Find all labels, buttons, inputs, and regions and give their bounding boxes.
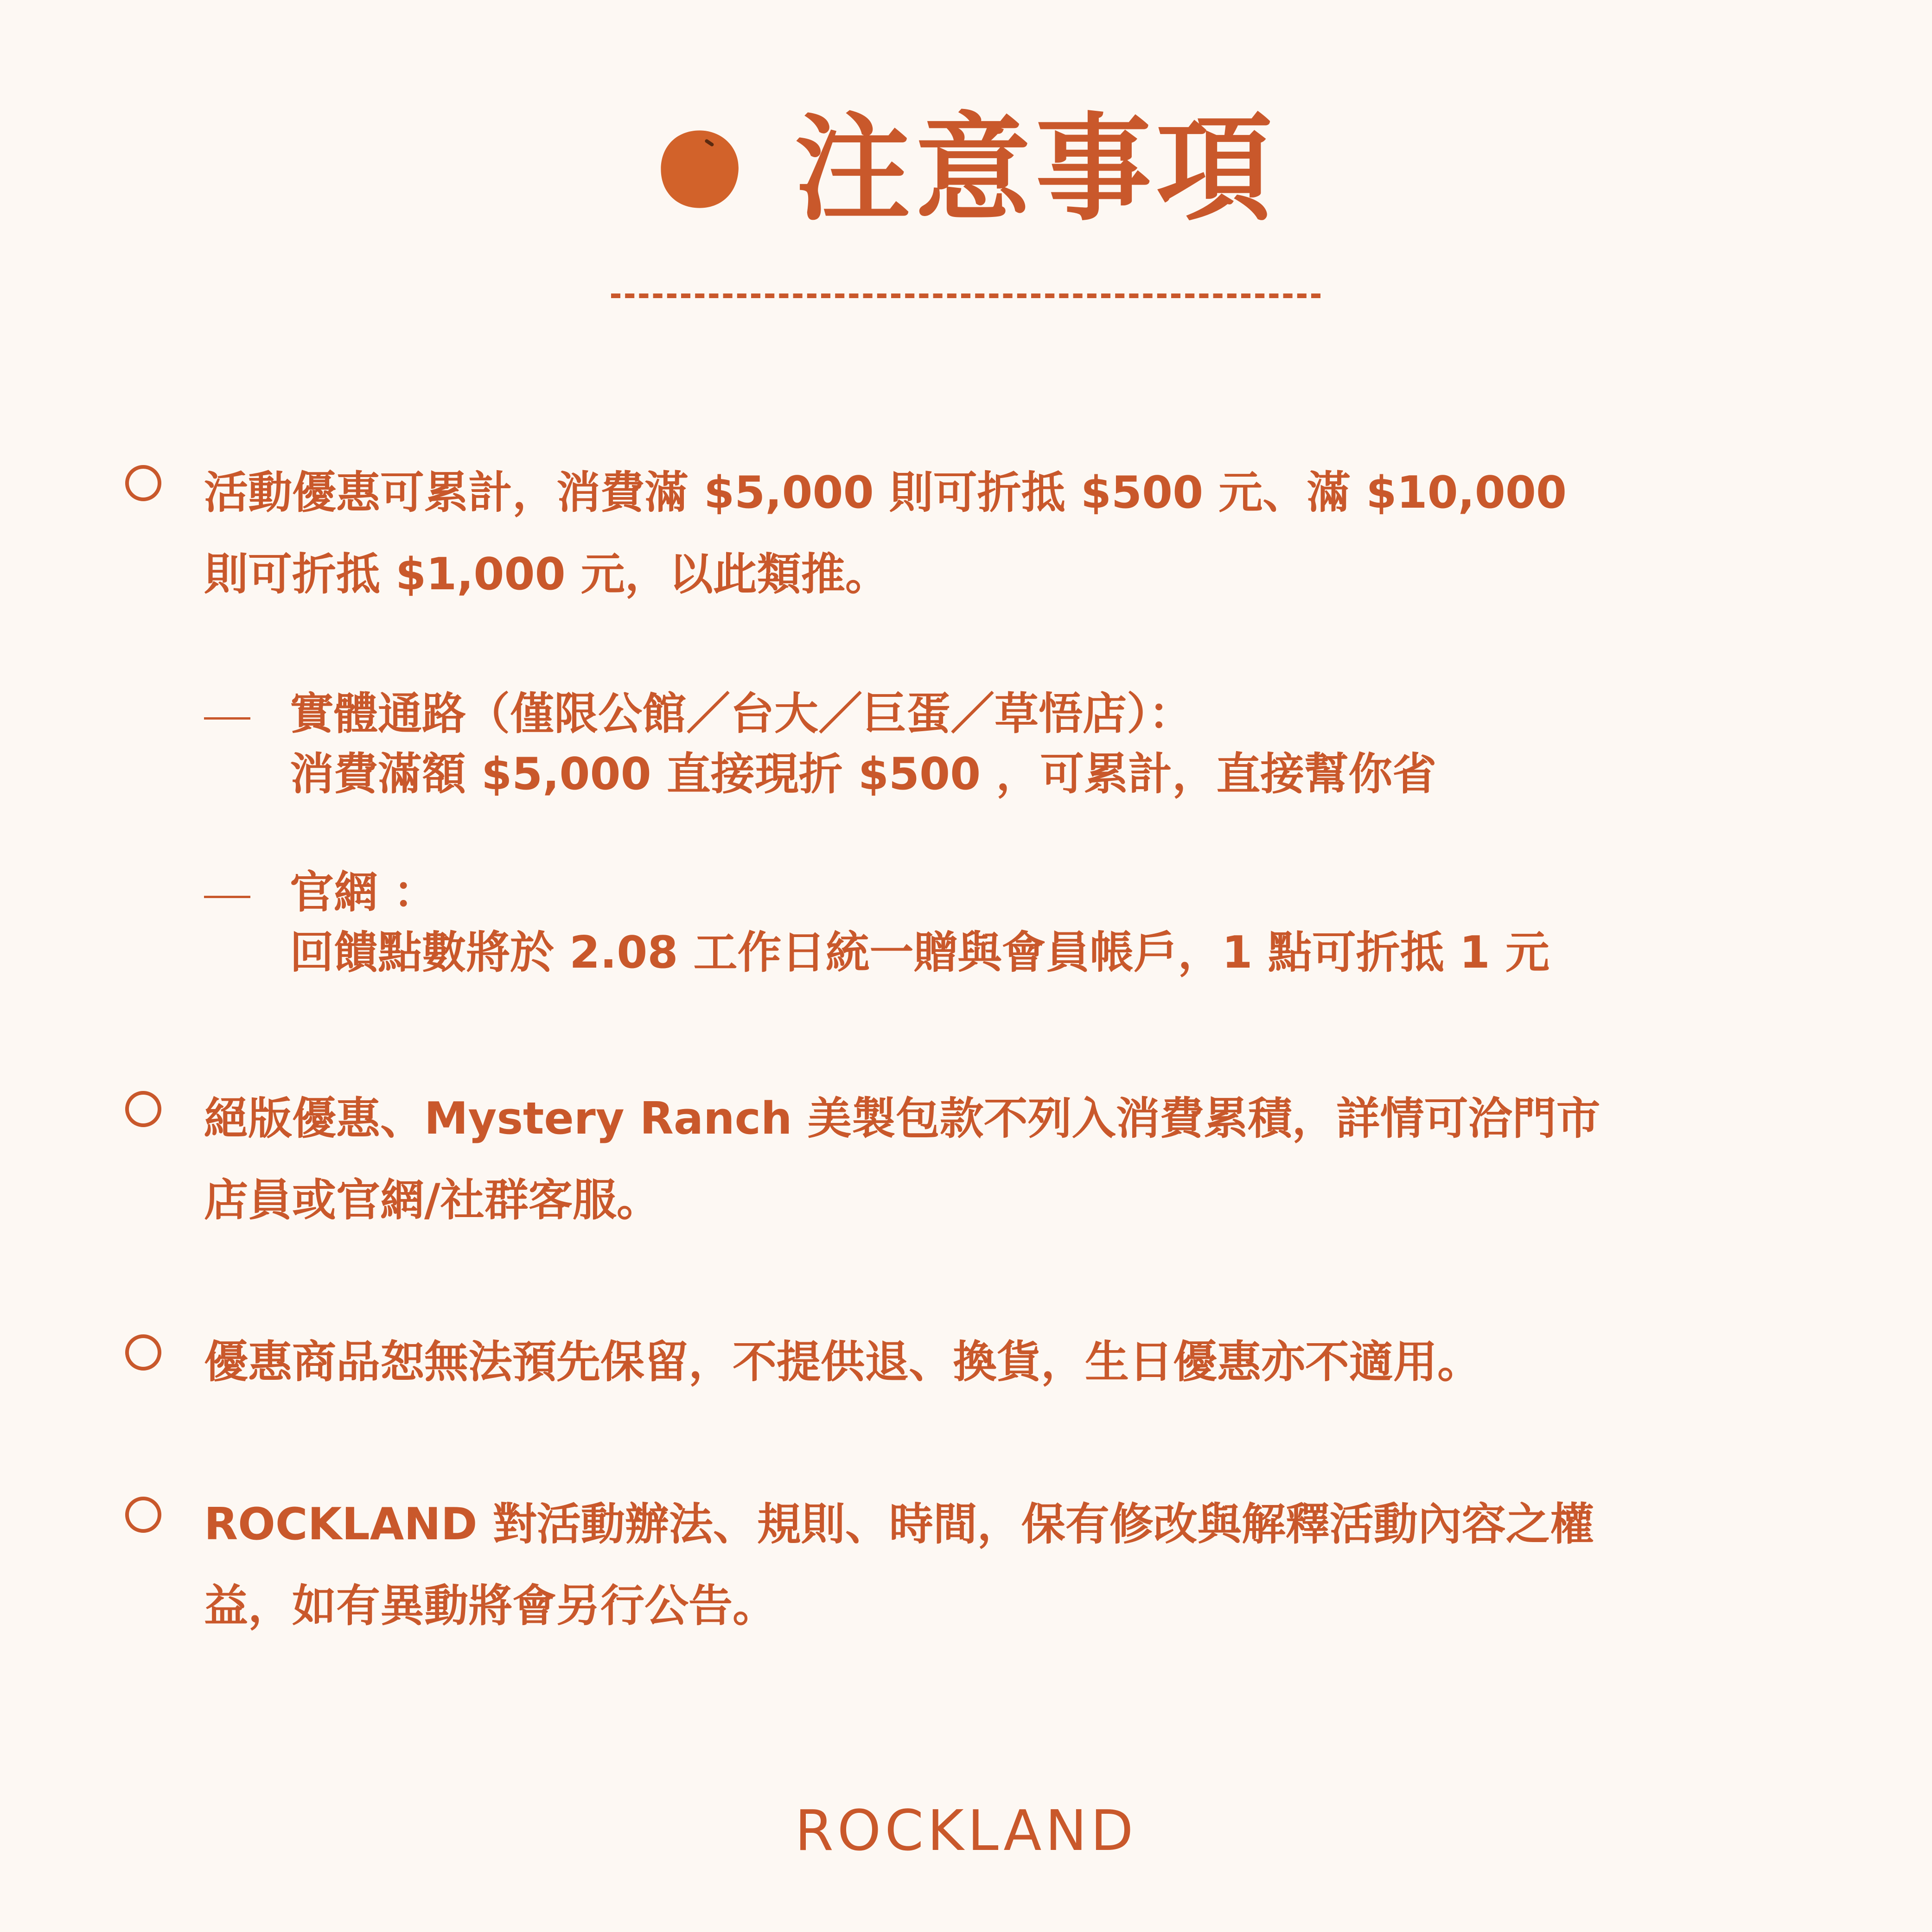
dashed-divider	[611, 293, 1320, 298]
brand-logo: ROCKLAND	[795, 1799, 1137, 1863]
dash-bullet-icon	[204, 896, 250, 898]
circle-bullet-icon	[125, 1091, 161, 1127]
circle-bullet-icon	[125, 1334, 161, 1371]
notice-item-4	[125, 1484, 1813, 1647]
circle-bullet-icon	[125, 1497, 161, 1533]
header	[0, 102, 1932, 236]
notice-item-1	[125, 452, 1813, 615]
sub-item-store	[204, 684, 1804, 804]
sub-item-text: 實體通路（僅限公館／台大／巨蛋／草悟店）： 消費滿額 $5,000 直接現折 $500 ，可累計，直接幫你省	[290, 689, 1437, 800]
notice-item-2	[125, 1078, 1813, 1241]
notice-item-3	[125, 1321, 1813, 1403]
dash-bullet-icon	[204, 717, 250, 720]
circle-bullet-icon	[125, 465, 161, 501]
sub-item-text: 官網 ： 回饋點數將於 2.08 工作日統一贈與會員帳戶，1 點可折抵 1 元	[290, 867, 1549, 978]
notice-text: ROCKLAND 對活動辦法、規則、時間，保有修改與解釋活動內容之權 益，如有異動將會另行公告。	[204, 1499, 1594, 1632]
notice-text: 活動優惠可累計，消費滿 $5,000 則可折抵 $500 元、滿 $10,000 則可折抵 $1,000 元，以此類推。	[204, 467, 1567, 600]
page-title: 注意事項	[794, 102, 1277, 236]
orange-fruit-icon	[656, 125, 744, 213]
notice-text: 優惠商品恕無法預先保留，不提供退、換貨，生日優惠亦不適用。	[204, 1337, 1482, 1388]
sub-item-website	[204, 862, 1804, 983]
notice-text: 絕版優惠、Mystery Ranch 美製包款不列入消費累積，詳情可洽門市 店員或官網/社群客服。	[204, 1093, 1600, 1226]
